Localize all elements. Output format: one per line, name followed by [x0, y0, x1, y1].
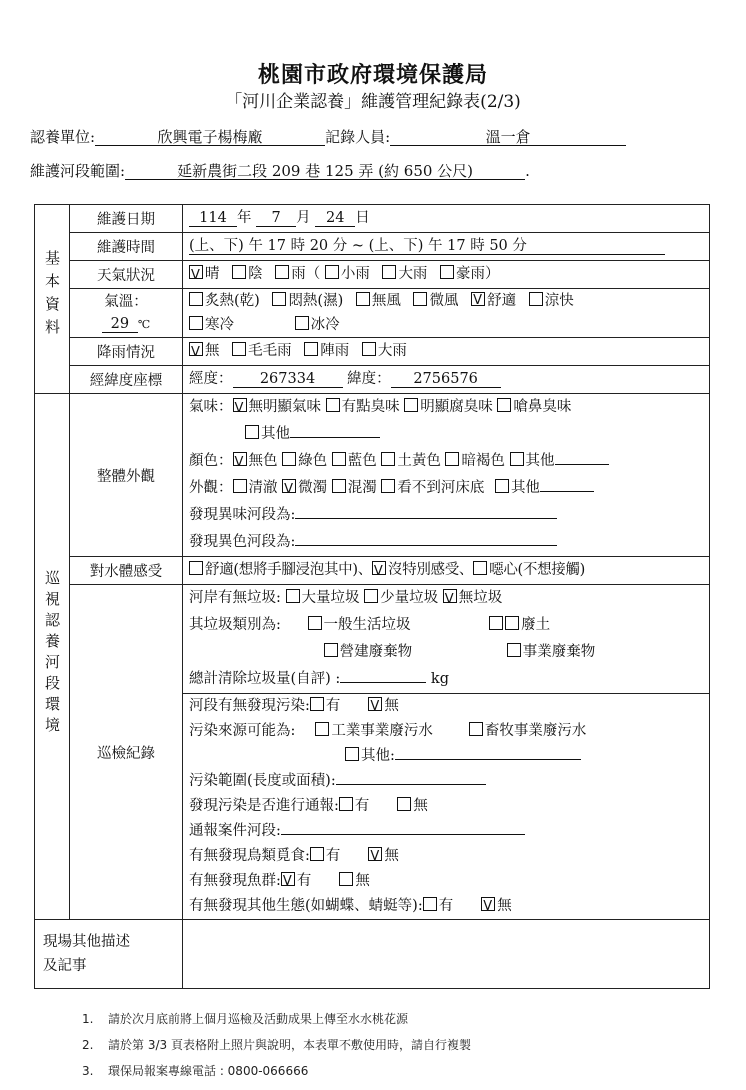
report-section-input[interactable]: [281, 834, 525, 835]
opt-look-other: 其他: [510, 480, 540, 496]
checkbox[interactable]: [510, 452, 524, 466]
opt-humid: 悶熱(濕): [288, 293, 344, 309]
opt-feel-none: 沒特別感受、: [387, 562, 474, 578]
checkbox[interactable]: [315, 722, 329, 736]
opt-trash-industrial: 事業廢棄物: [522, 644, 596, 660]
recorder-value: 溫一倉: [390, 129, 626, 146]
opt-smell-none: 無明顯氣味: [248, 399, 321, 415]
opt-storm: 豪雨）: [456, 266, 500, 282]
smell-label: 氣味：: [189, 399, 233, 415]
opt-smell-rotten: 明顯腐臭味: [420, 399, 493, 415]
color-other-input[interactable]: [555, 464, 609, 465]
opt-no: 無: [497, 898, 512, 914]
checkbox[interactable]: [495, 479, 509, 493]
trash-type-row-1: [189, 612, 703, 639]
checkbox[interactable]: [282, 452, 296, 466]
opt-light-rain: 小雨: [340, 266, 370, 282]
source-other-row: [189, 744, 703, 769]
other-label: 現場其他描述及記事: [43, 934, 130, 974]
color-row: [189, 448, 703, 475]
checkbox[interactable]: [339, 872, 353, 886]
odd-smell-input[interactable]: [295, 518, 557, 519]
unit-label: 認養單位:: [30, 128, 96, 146]
temp-label-cell: [70, 289, 183, 338]
opt-cloudy: 陰: [248, 266, 263, 282]
checkbox-checked[interactable]: [443, 589, 457, 603]
trash-total-row: [189, 666, 703, 693]
opt-look-slight: 微濁: [298, 480, 328, 496]
opt-source-other: 其他:: [361, 748, 395, 764]
checkbox[interactable]: [326, 398, 340, 412]
day-unit: 日: [355, 210, 370, 226]
opt-yes: 有: [325, 698, 341, 714]
opt-yes: 有: [325, 848, 341, 864]
trash-type-row-2: [189, 639, 703, 666]
opt-color-yellow: 土黃色: [397, 453, 441, 469]
checkbox[interactable]: [275, 265, 289, 279]
opt-source-livestock: 畜牧事業廢污水: [484, 723, 587, 739]
footnote-text: 環保局報案專線電話 : 0800-066666: [108, 1064, 309, 1078]
checkbox[interactable]: [310, 847, 324, 861]
opt-sunny: 晴: [205, 266, 220, 282]
lon-value: 267334: [233, 371, 343, 388]
opt-cool: 涼快: [544, 293, 574, 309]
feel-options: [189, 557, 703, 584]
footnote-number: 2.: [82, 1038, 94, 1052]
weather-options: [189, 261, 703, 288]
pollution-question: 河段有無發現污染:: [189, 698, 310, 714]
footnote-text: 請於第 3/3 頁表格附上照片與說明，本表單不敷使用時，請自行複製: [108, 1038, 471, 1052]
opt-trash-construction: 營建廢棄物: [339, 644, 413, 660]
footnote-number: 3.: [82, 1064, 94, 1078]
checkbox-checked[interactable]: [189, 342, 203, 356]
checkbox[interactable]: [286, 589, 300, 603]
opt-feel-disgust: 噁心(不想接觸): [489, 562, 586, 578]
checkbox-checked[interactable]: [282, 479, 296, 493]
opt-shower: 陣雨: [320, 343, 350, 359]
checkbox-checked[interactable]: [189, 265, 203, 279]
checkbox[interactable]: [529, 292, 543, 306]
checkbox[interactable]: [469, 722, 483, 736]
opt-drizzle: 毛毛雨: [248, 343, 292, 359]
opt-hot-dry: 炙熱(乾): [205, 293, 260, 309]
checkbox[interactable]: [440, 265, 454, 279]
checkbox[interactable]: [505, 616, 519, 630]
patrol-section-text: 巡視認養河段環境: [43, 569, 61, 738]
footnotes: [82, 1010, 471, 1088]
checkbox[interactable]: [489, 616, 503, 630]
checkbox-checked[interactable]: [233, 452, 247, 466]
checkbox[interactable]: [339, 797, 353, 811]
checkbox[interactable]: [356, 292, 370, 306]
checkbox-checked[interactable]: [233, 398, 247, 412]
rain-options: [189, 338, 703, 365]
opt-look-nobed: 看不到河床底: [397, 480, 485, 496]
report-question: 發現污染是否進行通報:: [189, 798, 339, 814]
opt-color-other: 其他: [525, 453, 555, 469]
checkbox[interactable]: [507, 643, 521, 657]
birds-row: [189, 844, 703, 869]
record-form: [34, 204, 710, 989]
checkbox-checked[interactable]: [471, 292, 485, 306]
trash-unit: kg: [430, 671, 449, 687]
opt-smell-slight: 有點臭味: [341, 399, 400, 415]
opt-color-brown: 暗褐色: [461, 453, 505, 469]
trash-question: 河岸有無垃圾:: [189, 590, 281, 606]
checkbox[interactable]: [345, 747, 359, 761]
opt-no-wind: 無風: [371, 293, 401, 309]
checkbox[interactable]: [324, 643, 338, 657]
report-section-row: [189, 819, 703, 844]
opt-smell-other: 其他: [261, 426, 290, 442]
report-row: [189, 794, 703, 819]
eco-row: [189, 894, 703, 919]
opt-yes: 有: [354, 798, 370, 814]
coord-field: [189, 366, 703, 393]
report-section-label: 通報案件河段:: [189, 823, 281, 839]
range-row-2: [189, 769, 703, 794]
checkbox[interactable]: [232, 265, 246, 279]
smell-other-row: [189, 421, 703, 448]
basic-section-label: [35, 205, 70, 394]
document-title: 桃園市政府環境保護局: [257, 62, 488, 88]
checkbox[interactable]: [364, 589, 378, 603]
time-value: (上、下) 午 17 時 20 分 ~ (上、下) 午 17 時 50 分: [189, 238, 665, 255]
checkbox[interactable]: [332, 452, 346, 466]
range-row: [30, 160, 530, 181]
checkbox[interactable]: [413, 292, 427, 306]
opt-no: 無: [384, 698, 399, 714]
opt-breeze: 微風: [429, 293, 459, 309]
odd-color-label: 發現異色河段為:: [189, 534, 296, 550]
opt-cold: 寒冷: [205, 317, 234, 333]
pollution-range-input[interactable]: [336, 784, 486, 785]
checkbox[interactable]: [445, 452, 459, 466]
opt-trash-little: 少量垃圾: [380, 590, 439, 606]
trash-type-question: 其垃圾類別為:: [189, 617, 281, 633]
patrol-section-label: [35, 394, 70, 920]
eco-question: 有無發現其他生態(如蝴蝶、蜻蜓等):: [189, 898, 423, 914]
opt-heavy-rain: 大雨: [398, 266, 428, 282]
lat-value: 2756576: [391, 371, 501, 388]
time-field[interactable]: [189, 233, 703, 260]
checkbox[interactable]: [189, 316, 203, 330]
feel-label: 對水體感受: [70, 557, 183, 585]
checkbox[interactable]: [232, 342, 246, 356]
color-label: 顏色：: [189, 453, 233, 469]
checkbox-checked[interactable]: [281, 872, 295, 886]
footnote-text: 請於次月底前將上個月巡檢及活動成果上傳至水水桃花源: [108, 1012, 409, 1026]
checkbox[interactable]: [272, 292, 286, 306]
temp-options-1: [189, 289, 703, 313]
checkbox[interactable]: [233, 479, 247, 493]
checkbox[interactable]: [295, 316, 309, 330]
odd-color-input[interactable]: [295, 545, 557, 546]
opt-source-industry: 工業事業廢污水: [331, 723, 433, 739]
footnote-number: 1.: [82, 1012, 94, 1026]
checkbox[interactable]: [473, 561, 487, 575]
checkbox[interactable]: [308, 616, 322, 630]
opt-color-green: 綠色: [298, 453, 328, 469]
checkbox[interactable]: [423, 897, 437, 911]
time-label: 維護時間: [70, 233, 183, 261]
checkbox[interactable]: [245, 425, 259, 439]
opt-look-turbid: 混濁: [347, 480, 377, 496]
date-field[interactable]: [189, 205, 703, 232]
look-other-input[interactable]: [540, 491, 594, 492]
odd-smell-label: 發現異味河段為:: [189, 507, 296, 523]
other-notes-area[interactable]: [183, 920, 710, 989]
other-label-cell: [35, 920, 183, 989]
opt-yes: 有: [438, 898, 454, 914]
lon-label: 經度：: [189, 371, 233, 387]
temp-label: 氣溫：: [104, 293, 148, 310]
date-year: 114: [189, 210, 237, 227]
opt-color-none: 無色: [248, 453, 278, 469]
opt-yes: 有: [296, 873, 312, 889]
opt-icy: 冰冷: [310, 317, 340, 333]
date-month: 7: [256, 210, 296, 227]
fish-question: 有無發現魚群:: [189, 873, 281, 889]
opt-no: 無: [413, 798, 428, 814]
temp-value: 29: [102, 316, 138, 333]
odd-smell-row: [189, 502, 703, 529]
footnote-item: [82, 1062, 471, 1088]
temp-options-2: [189, 313, 703, 337]
range-end: .: [525, 162, 530, 180]
odd-color-row: [189, 529, 703, 556]
range-value: 延新農街二段 209 巷 125 弄 (約 650 公尺): [125, 163, 525, 180]
checkbox[interactable]: [382, 265, 396, 279]
smell-other-input[interactable]: [290, 437, 380, 438]
log-label: 巡檢紀錄: [70, 585, 183, 920]
source-question: 污染來源可能為:: [189, 723, 296, 739]
checkbox[interactable]: [304, 342, 318, 356]
opt-trash-none: 無垃圾: [458, 590, 503, 606]
temp-unit: ℃: [137, 317, 151, 331]
footnote-item: [82, 1036, 471, 1062]
checkbox-checked[interactable]: [368, 697, 382, 711]
rain-label: 降雨情況: [70, 338, 183, 366]
checkbox-checked[interactable]: [481, 897, 495, 911]
unit-row: [30, 126, 626, 147]
look-label: 外觀：: [189, 480, 233, 496]
checkbox[interactable]: [189, 561, 203, 575]
opt-smell-pungent: 嗆鼻臭味: [513, 399, 572, 415]
trash-row: [189, 585, 703, 612]
checkbox[interactable]: [189, 292, 203, 306]
opt-trash-soil: 廢土: [521, 617, 551, 633]
basic-section-text: 基本資料: [43, 250, 61, 342]
opt-rain: 雨（: [291, 266, 321, 282]
trash-total-input[interactable]: [340, 682, 426, 683]
recorder-label: 記錄人員:: [325, 128, 391, 146]
checkbox[interactable]: [381, 479, 395, 493]
checkbox[interactable]: [497, 398, 511, 412]
coord-label: 經緯度座標: [70, 366, 183, 394]
checkbox[interactable]: [397, 797, 411, 811]
opt-no: 無: [384, 848, 399, 864]
weather-label: 天氣狀況: [70, 261, 183, 289]
checkbox[interactable]: [404, 398, 418, 412]
fish-row: [189, 869, 703, 894]
date-day: 24: [315, 210, 355, 227]
opt-comfort: 舒適: [487, 293, 517, 309]
checkbox[interactable]: [310, 697, 324, 711]
checkbox-checked[interactable]: [372, 561, 386, 575]
document-subtitle: 「河川企業認養」維護管理紀錄表(2/3): [225, 92, 521, 112]
checkbox[interactable]: [325, 265, 339, 279]
footnote-item: [82, 1010, 471, 1036]
year-unit: 年: [237, 210, 252, 226]
opt-look-clear: 清澈: [248, 480, 278, 496]
checkbox[interactable]: [332, 479, 346, 493]
month-unit: 月: [296, 210, 311, 226]
smell-row: [189, 394, 703, 421]
opt-feel-comfort: 舒適(想將手腳浸泡其中)、: [205, 562, 372, 578]
opt-rain-heavy: 大雨: [377, 343, 407, 359]
opt-rain-none: 無: [205, 343, 220, 359]
lat-label: 緯度：: [347, 371, 391, 387]
checkbox[interactable]: [381, 452, 395, 466]
overall-label: 整體外觀: [70, 394, 183, 557]
look-row: [189, 475, 703, 502]
unit-value: 欣興電子楊梅廠: [95, 129, 325, 146]
source-other-input[interactable]: [395, 759, 581, 760]
range-label: 維護河段範圍:: [30, 162, 126, 180]
checkbox[interactable]: [362, 342, 376, 356]
checkbox-checked[interactable]: [368, 847, 382, 861]
pollution-row: [189, 694, 703, 719]
opt-no: 無: [355, 873, 370, 889]
trash-total-label: 總計清除垃圾量(自評) :: [189, 671, 341, 687]
opt-trash-household: 一般生活垃圾: [323, 617, 411, 633]
date-label: 維護日期: [70, 205, 183, 233]
birds-question: 有無發現鳥類覓食:: [189, 848, 310, 864]
source-row: [189, 719, 703, 744]
pollution-range-label: 污染範圍(長度或面積):: [189, 773, 336, 789]
opt-trash-lot: 大量垃圾: [301, 590, 360, 606]
opt-color-blue: 藍色: [347, 453, 377, 469]
